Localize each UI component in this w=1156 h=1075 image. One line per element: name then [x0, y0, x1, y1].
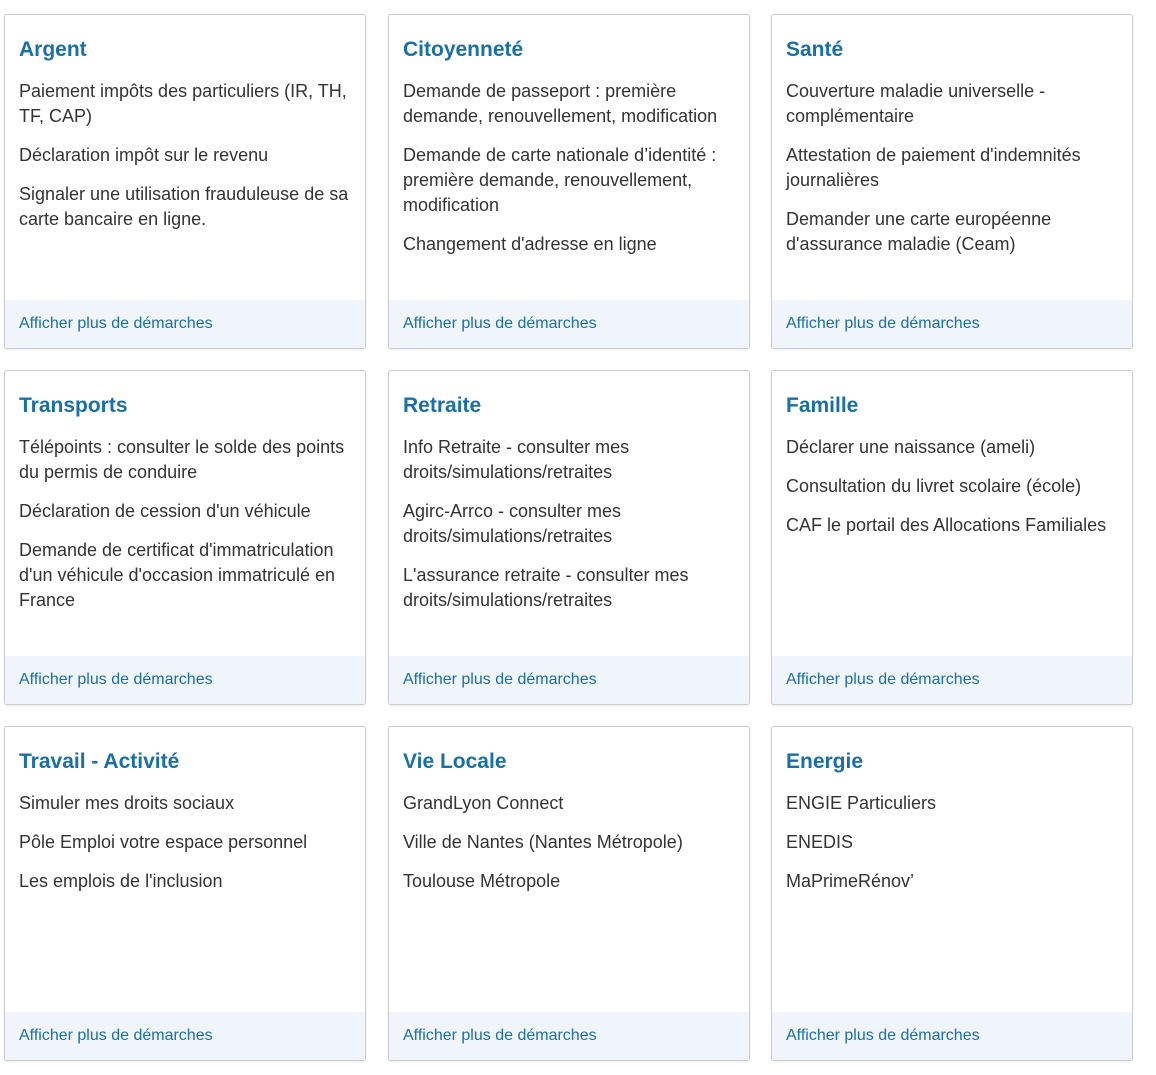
- card-link[interactable]: Télépoints : consulter le solde des points du permis de conduire: [19, 437, 345, 482]
- card-link[interactable]: Couverture maladie universelle - complémentaire: [786, 81, 1046, 126]
- card-link[interactable]: Signaler une utilisation frauduleuse de sa carte bancaire en ligne.: [19, 184, 349, 229]
- card-link[interactable]: Demande de passeport : première demande, renouvellement, modification: [403, 81, 718, 126]
- card-link[interactable]: Simuler mes droits sociaux: [19, 793, 235, 813]
- card-footer: [772, 300, 1132, 348]
- card-link[interactable]: Pôle Emploi votre espace personnel: [19, 832, 308, 852]
- more-procedures-link[interactable]: Afficher plus de démarches: [19, 671, 213, 688]
- card-link[interactable]: Consultation du livret scolaire (école): [786, 476, 1082, 496]
- card-energie: [771, 726, 1133, 1061]
- card-footer: [5, 300, 365, 348]
- card-link[interactable]: Toulouse Métropole: [403, 871, 561, 891]
- card-title: Travail - Activité: [19, 750, 180, 773]
- card-link[interactable]: ENEDIS: [786, 832, 854, 852]
- card-title: Vie Locale: [403, 750, 507, 773]
- card-title: Energie: [786, 750, 864, 773]
- more-procedures-link[interactable]: Afficher plus de démarches: [786, 1027, 980, 1044]
- card-link[interactable]: Demande de certificat d'immatriculation d'un véhicule d'occasion immatriculé en France: [19, 540, 336, 610]
- card-link[interactable]: Déclarer une naissance (ameli): [786, 437, 1036, 457]
- card-links: [403, 79, 735, 271]
- card-title: Argent: [19, 38, 87, 61]
- card-link[interactable]: Demander une carte européenne d'assurance maladie (Ceam): [786, 209, 1052, 254]
- more-procedures-link[interactable]: Afficher plus de démarches: [403, 1027, 597, 1044]
- card-citoyennete: [388, 14, 750, 349]
- card-link[interactable]: MaPrimeRénov’: [786, 871, 915, 891]
- card-link[interactable]: GrandLyon Connect: [403, 793, 564, 813]
- card-link[interactable]: Changement d'adresse en ligne: [403, 234, 657, 254]
- card-footer: [389, 1012, 749, 1060]
- card-link[interactable]: L'assurance retraite - consulter mes droits/simulations/retraites: [403, 565, 689, 610]
- card-footer: [5, 656, 365, 704]
- more-procedures-link[interactable]: Afficher plus de démarches: [19, 315, 213, 332]
- card-title: Transports: [19, 394, 128, 417]
- card-links: [786, 79, 1118, 271]
- card-link[interactable]: Agirc-Arrco - consulter mes droits/simulations/retraites: [403, 501, 622, 546]
- card-links: [403, 435, 735, 627]
- more-procedures-link[interactable]: Afficher plus de démarches: [403, 315, 597, 332]
- card-link[interactable]: Déclaration impôt sur le revenu: [19, 145, 269, 165]
- card-links: [19, 435, 351, 627]
- card-link[interactable]: Déclaration de cession d'un véhicule: [19, 501, 311, 521]
- card-title: Famille: [786, 394, 859, 417]
- card-links: [19, 79, 351, 246]
- card-famille: [771, 370, 1133, 705]
- card-link[interactable]: CAF le portail des Allocations Familiales: [786, 515, 1107, 535]
- card-footer: [389, 300, 749, 348]
- card-title: Citoyenneté: [403, 38, 524, 61]
- card-retraite: [388, 370, 750, 705]
- card-links: [403, 791, 735, 908]
- more-procedures-link[interactable]: Afficher plus de démarches: [786, 671, 980, 688]
- more-procedures-link[interactable]: Afficher plus de démarches: [786, 315, 980, 332]
- card-vie-locale: [388, 726, 750, 1061]
- card-link[interactable]: Ville de Nantes (Nantes Métropole): [403, 832, 683, 852]
- card-footer: [772, 656, 1132, 704]
- card-sante: [771, 14, 1133, 349]
- card-footer: [5, 1012, 365, 1060]
- card-footer: [389, 656, 749, 704]
- card-title: Retraite: [403, 394, 482, 417]
- more-procedures-link[interactable]: Afficher plus de démarches: [19, 1027, 213, 1044]
- card-footer: [772, 1012, 1132, 1060]
- card-link[interactable]: Demande de carte nationale d’identité : première demande, renouvellement, modification: [403, 145, 717, 215]
- card-link[interactable]: Les emplois de l'inclusion: [19, 871, 223, 891]
- card-links: [19, 791, 351, 908]
- more-procedures-link[interactable]: Afficher plus de démarches: [403, 671, 597, 688]
- card-link[interactable]: Attestation de paiement d'indemnités journalières: [786, 145, 1081, 190]
- card-link[interactable]: Paiement impôts des particuliers (IR, TH, TF, CAP): [19, 81, 347, 126]
- card-link[interactable]: ENGIE Particuliers: [786, 793, 937, 813]
- card-links: [786, 791, 1118, 908]
- card-travail-activite: [4, 726, 366, 1061]
- card-link[interactable]: Info Retraite - consulter mes droits/simulations/retraites: [403, 437, 630, 482]
- card-transports: [4, 370, 366, 705]
- card-links: [786, 435, 1118, 552]
- card-title: Santé: [786, 38, 844, 61]
- card-argent: [4, 14, 366, 349]
